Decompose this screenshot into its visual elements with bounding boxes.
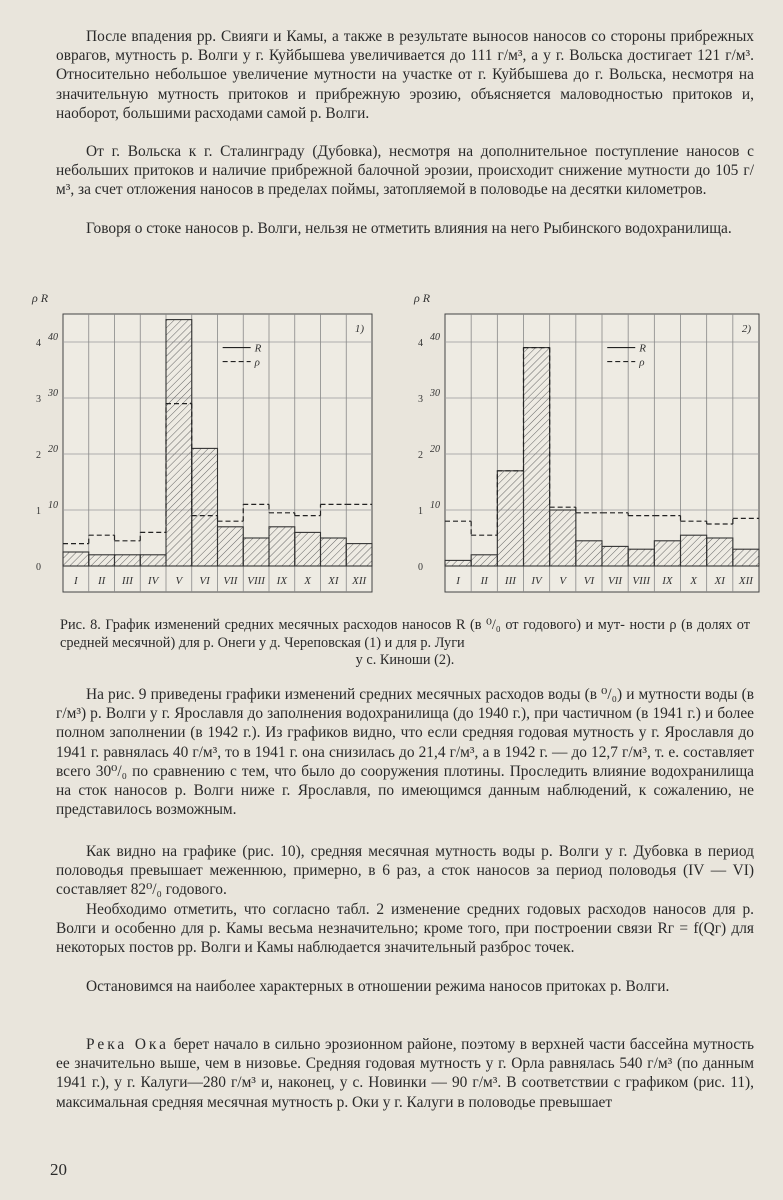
month-label-XII: XII [738,575,753,587]
tick-rho-1: 1 [418,506,423,517]
month-label-VIII: VIII [632,575,651,587]
month-label-V: V [559,575,567,587]
legend-label-R: R [639,342,646,355]
paragraph-5: Как видно на графике (рис. 10), средняя месячная мутность воды р. Волги у г. Дубовка в период половодья превышает меженнюю, примерно, в 6 раз, а сток наносов за период половодья (IV — VI) составляет 82⁰/₀ годового. [56,843,754,899]
tick-R-20: 20 [48,444,58,455]
paragraph-6: Необходимо отметить, что согласно табл. 2 изменение средних годовых расходов наносов для р. Волги и особенно для р. Камы весьма незначительно; кроме того, при построении связи Rг = f(Qг) для некоторых постов рр. Волги и Камы наблюдается значительный разброс точек. [56,901,754,957]
paragraph-3: Говоря о стоке наносов р. Волги, нельзя не отметить влияния на него Рыбинского водохранилища. [86,220,732,237]
tick-rho-0: 0 [418,562,423,573]
figure-caption [60,617,750,670]
bar-R-VIII [243,538,269,566]
month-label-VII: VII [608,575,623,587]
month-label-V: V [175,575,183,587]
bar-R-VI [576,541,602,566]
bar-R-V [166,320,192,566]
legend-label-rho: ρ [639,356,645,369]
tick-rho-3: 3 [36,394,41,405]
month-label-XI: XI [328,575,339,587]
tick-rho-4: 4 [36,338,41,349]
bar-R-X [295,532,321,566]
month-label-IX: IX [662,575,673,587]
tick-rho-0: 0 [36,562,41,573]
legend-label-rho: ρ [254,356,260,369]
oka-text: берет начало в сильно эрозионном районе, поэтому в верхней части бассейна мутность ее значительно выше, чем в низовье. Средняя годовая мутность у г. Орла равнялась 540 г/м³ (по данным 1941 г.), у г. Калуги—280 г/м³ и, наконец, у с. Новинки — 90 г/м³. В соответствии с графиком (рис. 11), максимальная средняя месячная мутность р. Оки у г. Калуги в половодье превышает [56,1036,754,1111]
bar-R-XII [346,544,372,566]
month-label-IX: IX [276,575,288,587]
tick-rho-2: 2 [418,450,423,461]
bar-R-X [681,535,707,566]
month-label-IV: IV [531,575,542,587]
tick-rho-4: 4 [418,338,423,349]
bar-R-IX [269,527,295,566]
bar-R-VI [192,448,218,566]
month-label-XII: XII [352,575,367,587]
bar-R-I [445,560,471,566]
caption-line-1: Рис. 8. График изменений средних месячных расходов наносов R (в ⁰/₀ от годового) и мут- [60,617,625,633]
axis-header: ρ R [414,291,431,305]
bar-R-II [89,555,115,566]
month-label-IV: IV [147,575,159,587]
month-label-III: III [504,575,516,587]
paragraph-1: После впадения рр. Свияги и Камы, а также в результате выносов наносов со стороны прибрежных оврагов, мутность р. Волги у г. Куйбышева увеличивается до 111 г/м³, а у г. Вольска достигает 121 г/м³. Относительно небольшое увеличение мутности на участке от г. Куйбышева до г. Вольска, несмотря на значительную мутность притоков и прибрежную эрозию, объясняется маловодностью притоков и, наоборот, большими расходами самой р. Волги. [56,28,754,122]
oka-heading: Река Ока [86,1036,170,1053]
tick-R-30: 30 [430,388,440,399]
bar-R-VII [602,546,628,566]
bar-R-I [63,552,89,566]
bar-R-III [115,555,141,566]
tick-R-30: 30 [48,388,58,399]
panel-label: 1) [354,323,364,335]
month-label-XI: XI [714,575,725,587]
bar-R-XI [707,538,733,566]
paragraph-4: На рис. 9 приведены графики изменений средних месячных расходов воды (в ⁰/₀) и мутности воды (в г/м³) р. Волги у г. Ярославля до заполнения водохранилища (до 1940 г.), при частичном (в 1941 г.) и более полном заполнении (в 1942 г.). Из графиков видно, что если средняя годовая мутность у г. Ярославля до 1941 г. равнялась 40 г/м³, то в 1941 г. она снизилась до 21,4 г/м³, а в 1942 г. — до 12,7 г/м³, т. е. составляет всего 30⁰/₀ по сравнению с тем, что было до сооружения плотины. Проследить влияние водохранилища на сток наносов р. Волги ниже г. Ярославля, по имеющимся данным наблюдений, к сожалению, не представилось возможным. [56,686,754,819]
month-label-VIII: VIII [247,575,265,587]
month-label-II: II [480,575,488,587]
tick-R-10: 10 [48,500,58,511]
caption-line-3: у с. Киноши (2). [355,652,455,669]
axis-header: ρ R [32,291,49,305]
legend-label-R: R [254,342,262,355]
month-label-VII: VII [223,575,238,587]
caption-line-2: ности ρ (в долях от средней месячной) для р. Онеги у д. Череповская (1) и для р. Луги [60,617,750,651]
bar-R-XI [321,538,347,566]
bar-R-V [550,510,576,566]
month-label-VI: VI [583,575,595,587]
bar-R-VIII [628,549,654,566]
page-number: 20 [50,1160,67,1179]
bar-R-IV [140,555,166,566]
bar-R-II [471,555,497,566]
tick-R-40: 40 [48,332,58,343]
chart-panel-1 [28,282,378,602]
month-label-I: I [456,575,460,587]
chart-panel-2 [410,282,765,602]
month-label-X: X [690,575,697,587]
tick-rho-3: 3 [418,394,423,405]
panel-label: 2) [741,323,751,335]
bar-R-IX [654,541,680,566]
month-label-VI: VI [199,575,210,587]
bar-R-IV [524,348,550,566]
tick-rho-1: 1 [36,506,41,517]
month-label-X: X [304,575,311,587]
month-label-II: II [97,575,106,587]
paragraph-7: Остановимся на наиболее характерных в отношении режима наносов притоках р. Волги. [86,978,670,995]
tick-R-40: 40 [430,332,440,343]
tick-R-20: 20 [430,444,440,455]
tick-rho-2: 2 [36,450,41,461]
month-label-III: III [121,575,133,587]
bar-R-III [497,471,523,566]
paragraph-2: От г. Вольска к г. Сталинграду (Дубовка), несмотря на дополнительное поступление наносов с небольших притоков и наличие прибрежной балочной эрозии, происходит снижение мутности до 105 г/м³, за счет отложения наносов в пределах поймы, затопляемой в половодье на десятки километров. [56,143,754,199]
bar-R-VII [218,527,244,566]
bar-R-XII [733,549,759,566]
tick-R-10: 10 [430,500,440,511]
month-label-I: I [74,575,78,587]
paragraph-oka [56,1035,754,1112]
